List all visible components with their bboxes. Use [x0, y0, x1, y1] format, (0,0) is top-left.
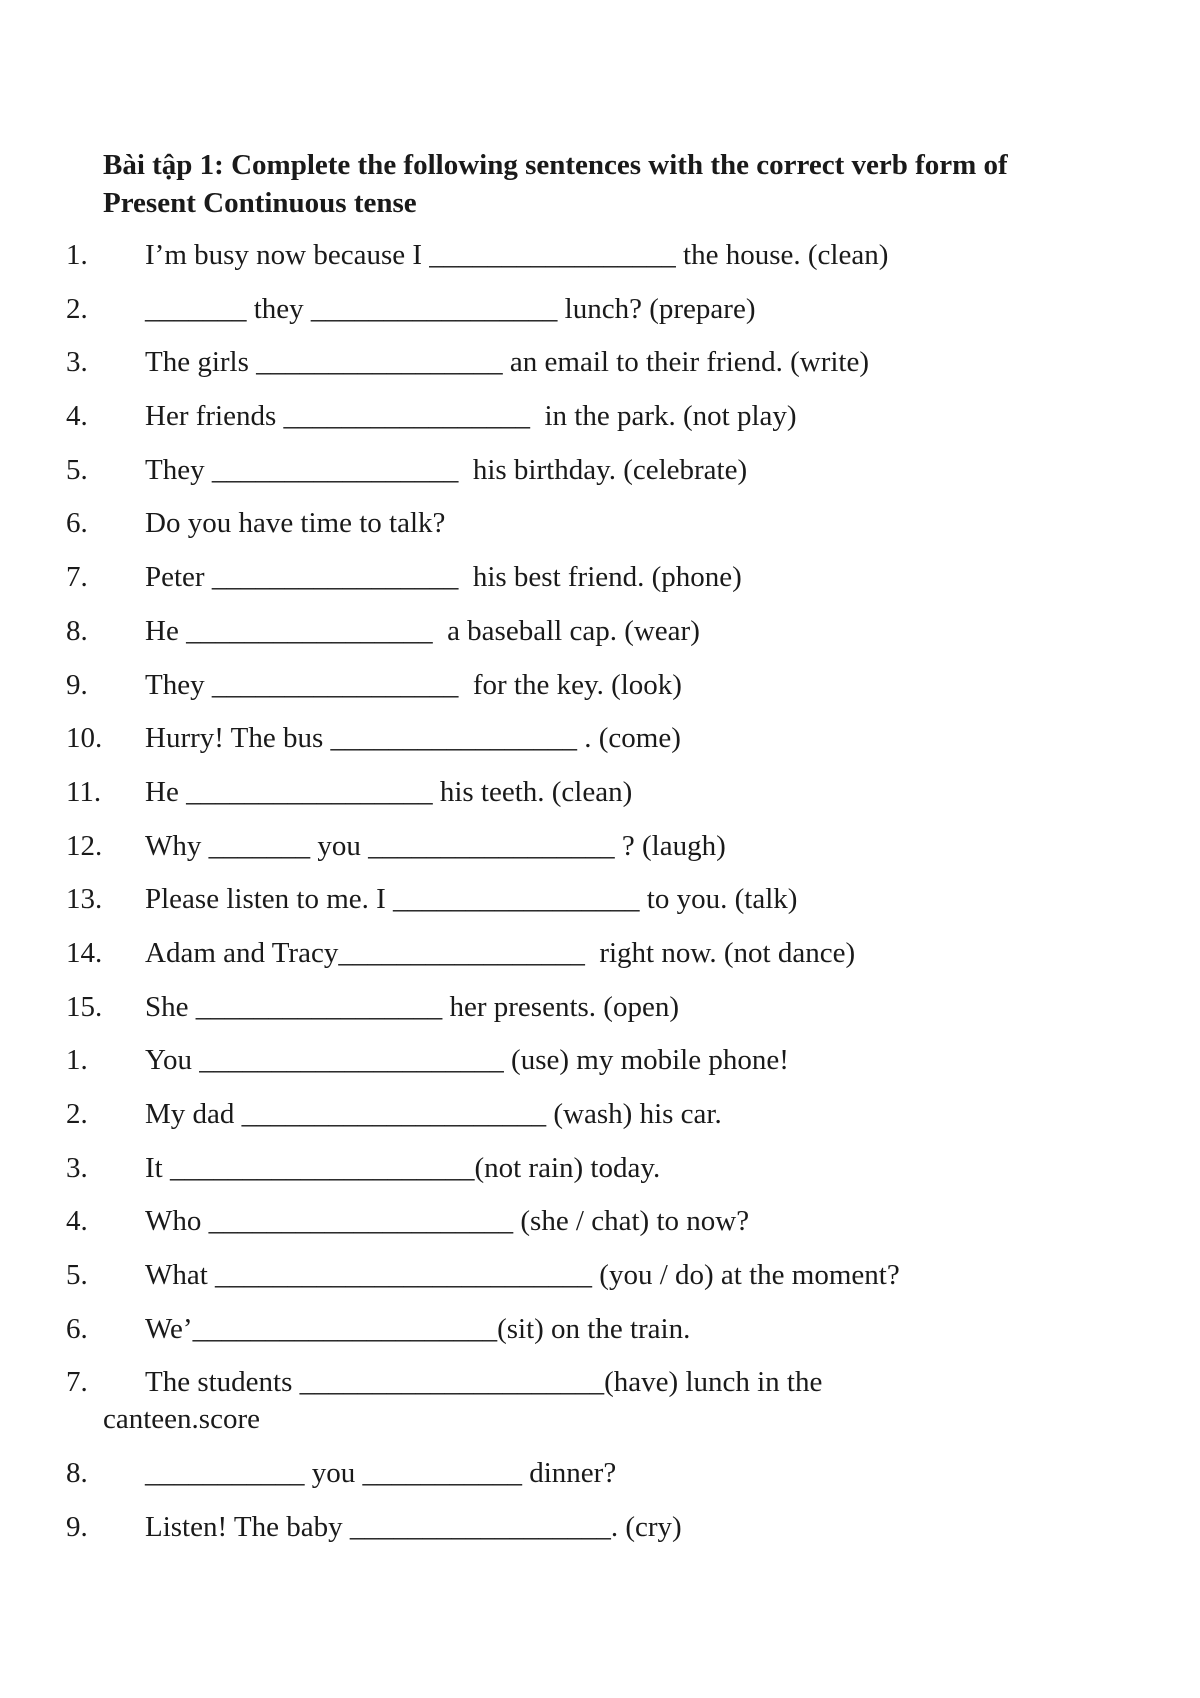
exercise-item	[0, 451, 1200, 505]
exercise-item	[0, 1149, 1200, 1203]
exercise-sentence: Why _______ you _________________ ? (laugh)	[145, 829, 726, 862]
exercise-number: 15.	[66, 990, 103, 1023]
exercise-sentence: The students _____________________(have) lunch in the	[145, 1366, 823, 1399]
exercise-sentence: Peter _________________ his best friend. (phone)	[145, 561, 742, 594]
exercise-number: 3.	[66, 346, 88, 379]
exercise-item	[0, 290, 1200, 344]
exercise-sentence: Hurry! The bus _________________ . (come)	[145, 722, 681, 755]
exercise-number: 5.	[66, 453, 88, 486]
exercise-sentence: The girls _________________ an email to their friend. (write)	[145, 346, 870, 379]
exercise-list	[0, 236, 1200, 1562]
exercise-number: 7.	[66, 561, 88, 594]
exercise-number: 8.	[66, 614, 88, 647]
exercise-item	[0, 773, 1200, 827]
exercise-item	[0, 1363, 1200, 1454]
exercise-number: 1.	[66, 1044, 88, 1077]
exercise-item	[0, 1454, 1200, 1508]
exercise-number: 12.	[66, 829, 103, 862]
exercise-item	[0, 558, 1200, 612]
exercise-item	[0, 1095, 1200, 1149]
exercise-item	[0, 1202, 1200, 1256]
exercise-item	[0, 1310, 1200, 1364]
exercise-sentence: ___________ you ___________ dinner?	[145, 1457, 617, 1490]
exercise-sentence: Adam and Tracy_________________ right now. (not dance)	[145, 936, 856, 969]
exercise-item	[0, 1508, 1200, 1562]
exercise-item	[0, 612, 1200, 666]
exercise-sentence: He _________________ a baseball cap. (wear)	[145, 614, 700, 647]
exercise-number: 1.	[66, 239, 88, 271]
exercise-sentence: My dad _____________________ (wash) his car.	[145, 1098, 722, 1130]
exercise-number: 4.	[66, 400, 88, 433]
exercise-sentence: It _____________________(not rain) today.	[145, 1151, 661, 1184]
exercise-sentence: We’_____________________(sit) on the train.	[145, 1312, 691, 1345]
exercise-item	[0, 827, 1200, 881]
exercise-number: 8.	[66, 1457, 88, 1490]
exercise-item	[0, 988, 1200, 1042]
exercise-item	[0, 1041, 1200, 1095]
exercise-sentence: What __________________________ (you / do) at the moment?	[145, 1259, 900, 1292]
exercise-sentence: _______ they _________________ lunch? (prepare)	[145, 292, 756, 325]
exercise-number: 9.	[66, 1510, 88, 1543]
exercise-item	[0, 934, 1200, 988]
exercise-sentence: You _____________________ (use) my mobile phone!	[145, 1044, 789, 1077]
exercise-sentence: Do you have time to talk?	[145, 507, 446, 540]
exercise-number: 2.	[66, 1098, 88, 1130]
exercise-heading: Bài tập 1: Complete the following sentences with the correct verb form of Present Continuous tense	[103, 149, 1008, 219]
exercise-item	[0, 397, 1200, 451]
exercise-sentence: Who _____________________ (she / chat) to now?	[145, 1205, 750, 1238]
exercise-number: 6.	[66, 507, 88, 540]
exercise-number: 14.	[66, 936, 103, 969]
exercise-item	[0, 719, 1200, 773]
exercise-number: 7.	[66, 1366, 88, 1399]
exercise-sentence: He _________________ his teeth. (clean)	[145, 775, 633, 808]
exercise-number: 11.	[66, 775, 102, 808]
exercise-item	[0, 504, 1200, 558]
exercise-item	[0, 1256, 1200, 1310]
exercise-sentence: They _________________ for the key. (look)	[145, 668, 682, 701]
exercise-number: 3.	[66, 1151, 88, 1184]
exercise-sentence-continuation: canteen.score	[103, 1403, 260, 1436]
exercise-sentence: They _________________ his birthday. (celebrate)	[145, 453, 748, 486]
exercise-item	[0, 343, 1200, 397]
exercise-sentence: Please listen to me. I _________________ to you. (talk)	[145, 883, 798, 916]
exercise-number: 2.	[66, 292, 88, 325]
exercise-number: 4.	[66, 1205, 88, 1238]
exercise-number: 10.	[66, 722, 103, 755]
exercise-number: 9.	[66, 668, 88, 701]
exercise-item	[0, 236, 1200, 290]
exercise-sentence: She _________________ her presents. (open)	[145, 990, 679, 1023]
exercise-sentence: I’m busy now because I _________________ the house. (clean)	[145, 239, 889, 271]
exercise-number: 6.	[66, 1312, 88, 1345]
exercise-item	[0, 880, 1200, 934]
exercise-sentence: Listen! The baby __________________. (cry)	[145, 1510, 682, 1543]
exercise-item	[0, 666, 1200, 720]
exercise-number: 5.	[66, 1259, 88, 1292]
exercise-sentence: Her friends _________________ in the park. (not play)	[145, 400, 797, 433]
exercise-number: 13.	[66, 883, 103, 916]
